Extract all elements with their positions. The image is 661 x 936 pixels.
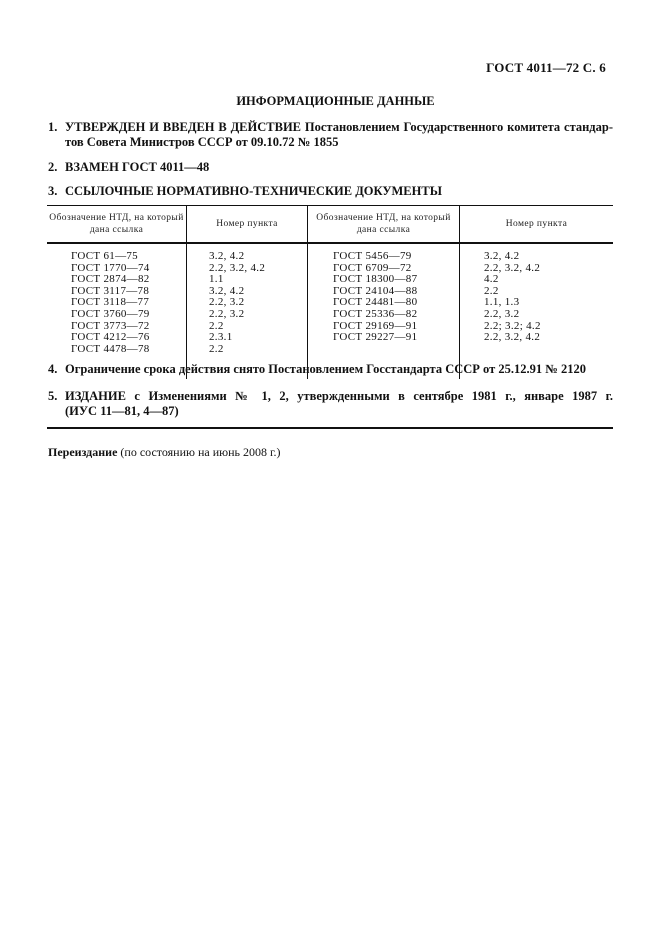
table-cell: ГОСТ 3773—72	[71, 319, 150, 332]
table-cell: 2.2, 3.2	[484, 307, 520, 320]
item-5-line-1: ИЗДАНИЕ с Изменениями № 1, 2, утвержденными в сентябре 1981 г., январе 1987 г.	[65, 389, 613, 403]
table-cell: 3.2, 4.2	[209, 284, 245, 297]
item-1-line-2: тов Совета Министров СССР от 09.10.72 № 1855	[65, 135, 339, 149]
table-cell: 2.2	[209, 342, 224, 355]
table-cell: 1.1	[209, 273, 224, 286]
info-item-4	[48, 362, 613, 377]
info-item-1	[48, 120, 613, 150]
table-cell: 2.2, 3.2, 4.2	[484, 331, 541, 344]
info-item-2	[48, 160, 613, 175]
table-cell: 2.2	[209, 319, 224, 332]
table-cell: 4.2	[484, 273, 499, 286]
header-clause-right: Номер пункта	[459, 206, 613, 242]
table-cell: ГОСТ 5456—79	[333, 250, 412, 262]
table-header	[47, 206, 613, 244]
item-5-line-2: (ИУС 11—81, 4—87)	[65, 404, 179, 418]
page-header-ref: ГОСТ 4011—72 С. 6	[486, 60, 606, 75]
column-clause-right	[459, 244, 613, 379]
table-cell: ГОСТ 4478—78	[71, 342, 150, 355]
table-cell: 2.2	[484, 284, 499, 297]
info-item-3	[48, 184, 613, 199]
table-cell: ГОСТ 29169—91	[333, 319, 418, 332]
column-doc-right	[307, 244, 459, 379]
table-cell: ГОСТ 3117—78	[71, 284, 150, 297]
table-cell: ГОСТ 24481—80	[333, 296, 418, 309]
item-number: 3.	[48, 184, 58, 198]
table-cell: ГОСТ 29227—91	[333, 331, 418, 344]
table-cell: ГОСТ 4212—76	[71, 331, 150, 344]
table-cell: ГОСТ 18300—87	[333, 273, 418, 286]
column-clause-left	[186, 244, 307, 379]
table-cell: ГОСТ 25336—82	[333, 307, 418, 320]
info-item-5	[48, 389, 613, 419]
table-cell: 2.3.1	[209, 331, 233, 344]
item-number: 1.	[48, 120, 58, 134]
item-1-line-1	[65, 120, 613, 135]
item-number: 5.	[48, 389, 58, 403]
table-cell: ГОСТ 2874—82	[71, 273, 150, 286]
header-clause-left: Номер пункта	[186, 206, 307, 242]
reissue-label: Переиздание	[48, 445, 118, 459]
header-doc-right: Обозначение НТД, на который дана ссылка	[307, 206, 459, 242]
item-1-line-1-rest: Постановлением Государственного комитета стандар-	[301, 120, 613, 134]
references-table	[47, 205, 613, 379]
table-cell: ГОСТ 3118—77	[71, 296, 150, 309]
item-2-text: ВЗАМЕН ГОСТ 4011—48	[65, 160, 210, 174]
table-cell: ГОСТ 3760—79	[71, 307, 150, 320]
table-cell: 2.2, 3.2, 4.2	[209, 261, 266, 274]
item-number: 2.	[48, 160, 58, 174]
table-cell: 2.2; 3.2; 4.2	[484, 319, 541, 332]
table-cell: ГОСТ 6709—72	[333, 261, 412, 274]
section-title: ИНФОРМАЦИОННЫЕ ДАННЫЕ	[236, 94, 435, 108]
table-cell: 2.2, 3.2	[209, 296, 245, 309]
table-cell: ГОСТ 1770—74	[71, 261, 150, 274]
table-cell: ГОСТ 24104—88	[333, 284, 418, 297]
item-3-text: ССЫЛОЧНЫЕ НОРМАТИВНО-ТЕХНИЧЕСКИЕ ДОКУМЕНТЫ	[65, 184, 442, 198]
item-4-text: Ограничение срока действия снято Постановлением Госстандарта СССР от 25.12.91 № 2120	[65, 362, 586, 376]
table-cell: ГОСТ 61—75	[71, 250, 138, 262]
table-cell: 3.2, 4.2	[209, 250, 245, 262]
item-1-lead: УТВЕРЖДЕН И ВВЕДЕН В ДЕЙСТВИЕ	[65, 120, 302, 134]
table-cell: 3.2, 4.2	[484, 250, 520, 262]
item-number: 4.	[48, 362, 58, 376]
reissue-text: (по состоянию на июнь 2008 г.)	[117, 445, 281, 459]
table-body	[47, 244, 613, 379]
table-cell: 1.1, 1.3	[484, 296, 520, 309]
reissue-note	[48, 445, 281, 460]
column-doc-left	[47, 244, 186, 379]
horizontal-rule	[47, 427, 613, 429]
header-doc-left: Обозначение НТД, на который дана ссылка	[49, 213, 184, 235]
table-cell: 2.2, 3.2, 4.2	[484, 261, 541, 274]
table-cell: 2.2, 3.2	[209, 307, 245, 320]
